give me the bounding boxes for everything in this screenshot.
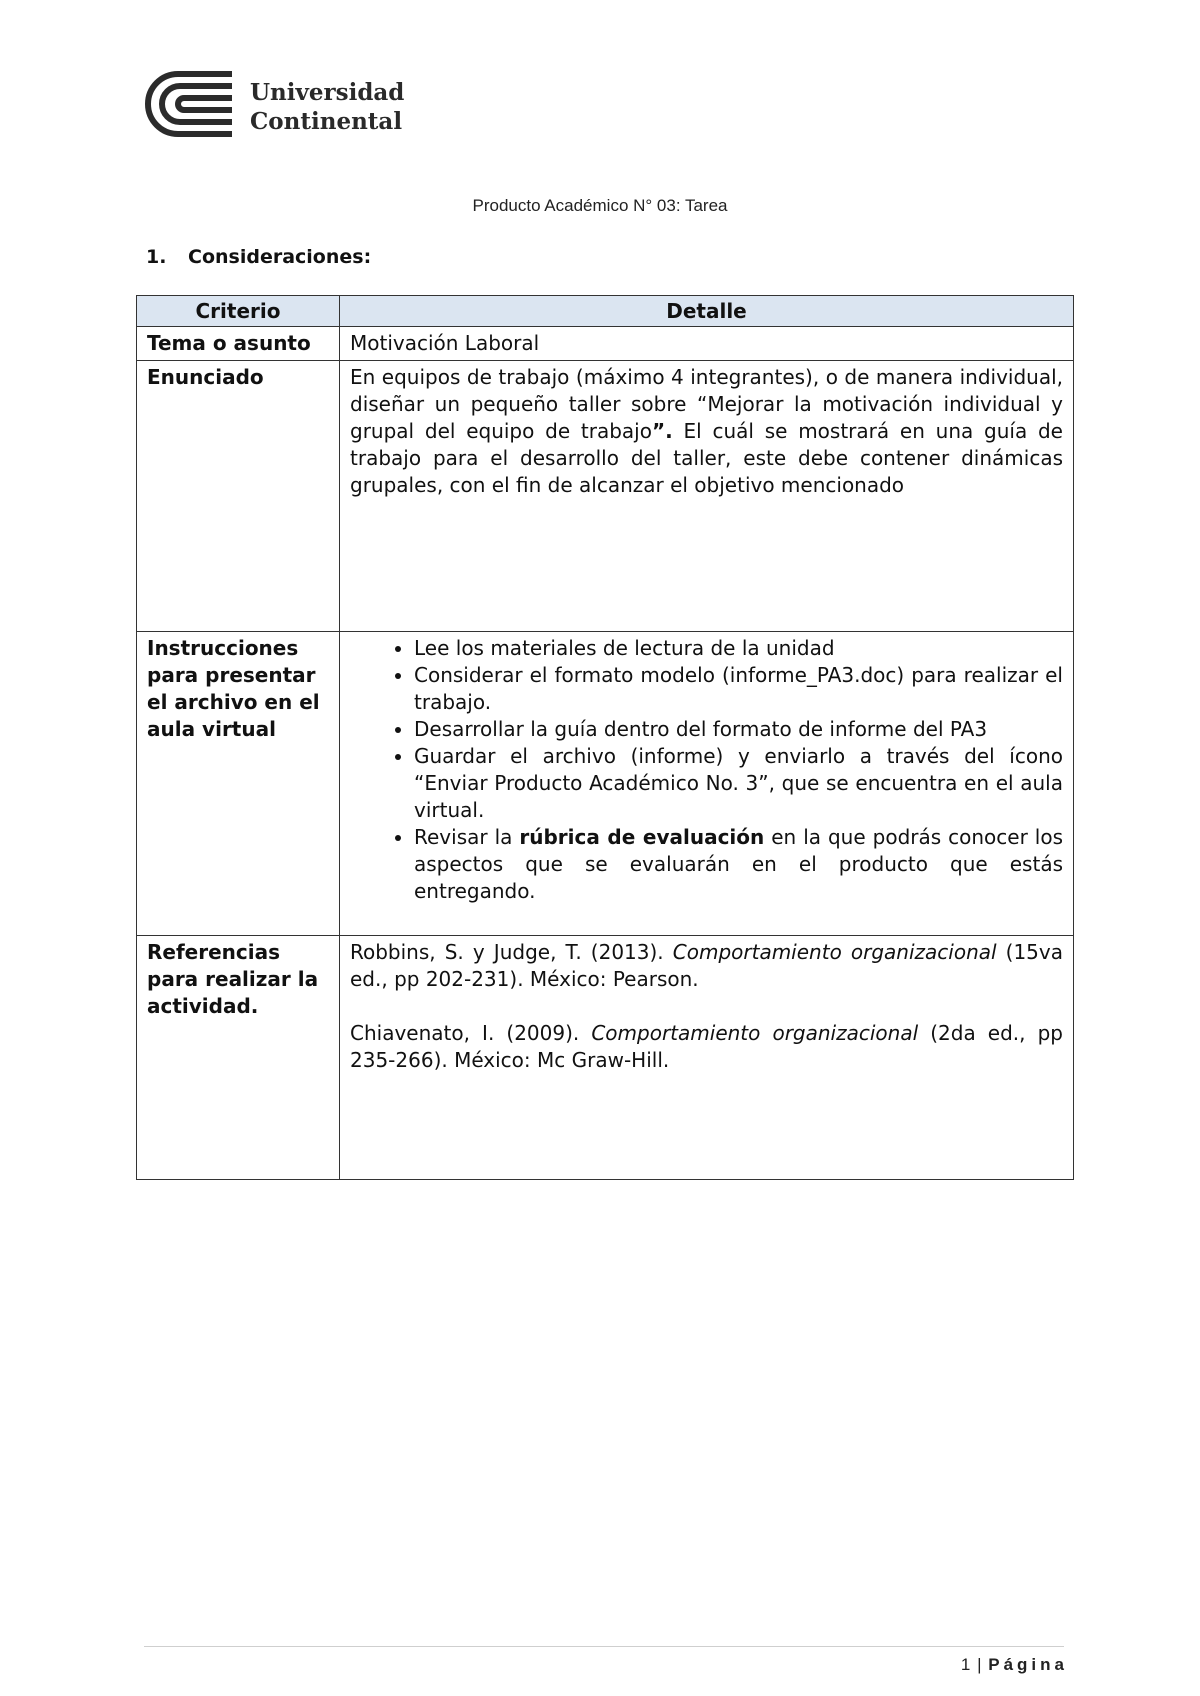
rubric-text-1: Revisar la: [414, 825, 520, 849]
page-footer: [961, 1655, 1068, 1675]
row-label-instrucciones: Instrucciones para presentar el archivo en el aula virtual: [137, 632, 340, 936]
logo-line-1: Universidad: [250, 79, 405, 106]
enunciado-text-1: En equipos de trabajo (máximo 4 integrantes), o de manera individual, diseñar un pequeño taller sobre “Mejorar la motivación individual y grupal del equipo de trabajo: [350, 365, 1063, 443]
instructions-list: [340, 635, 1063, 905]
list-item: • Guardar el archivo (informe) y enviarlo a través del ícono “Enviar Producto Académico No. 3”, que se encuentra en el aula virtual.: [414, 743, 1063, 824]
row-label-tema: Tema o asunto: [137, 327, 340, 361]
table-header-row: [137, 296, 1074, 327]
row-value-referencias: [340, 936, 1074, 1180]
table-row-enunciado: [137, 361, 1074, 632]
row-label-referencias: Referencias para realizar la actividad.: [137, 936, 340, 1180]
logo-line-2: Continental: [250, 108, 403, 135]
table-row-instrucciones: [137, 632, 1074, 936]
column-header-criterio: Criterio: [137, 296, 340, 327]
section-heading: [146, 246, 371, 268]
section-title: Consideraciones:: [188, 246, 372, 268]
enunciado-text-2: El cuál se mostrará en una guía de trabajo para el desarrollo del taller, este debe contener dinámicas grupales, con el fin de alcanzar el objetivo mencionado: [350, 419, 1063, 497]
continental-logo-icon: [144, 70, 236, 138]
enunciado-text-bold: ”.: [651, 419, 673, 443]
table-row-referencias: [137, 936, 1074, 1180]
rubric-text-bold: rúbrica de evaluación: [519, 825, 765, 849]
page-label: Página: [988, 1655, 1068, 1674]
page-number: 1: [960, 1655, 972, 1674]
university-logo: [144, 70, 444, 142]
ref2-details: (2da ed., pp 235-266). México: Mc Graw-Hill.: [350, 1021, 1063, 1072]
footer-separator: |: [977, 1655, 983, 1674]
section-number: 1.: [146, 246, 167, 268]
ref1-details: (15va ed., pp 202-231). México: Pearson.: [350, 940, 1063, 991]
list-item: • Desarrollar la guía dentro del formato de informe del PA3: [414, 716, 1063, 743]
list-item: • Lee los materiales de lectura de la unidad: [414, 635, 1063, 662]
ref2-author: Chiavenato, I. (2009).: [350, 1021, 592, 1045]
row-value-enunciado: [340, 361, 1074, 632]
document-title: Producto Académico N° 03: Tarea: [472, 196, 728, 215]
rubric-text-2: en la que podrás conocer los aspectos que se evaluarán en el producto que estás entregando.: [414, 825, 1063, 903]
column-header-detalle: Detalle: [340, 296, 1074, 327]
ref2-title: Comportamiento organizacional: [591, 1021, 919, 1045]
row-value-instrucciones: [340, 632, 1074, 936]
considerations-table: [136, 295, 1074, 1180]
list-item: • Considerar el formato modelo (informe_PA3.doc) para realizar el trabajo.: [414, 662, 1063, 716]
row-value-tema: Motivación Laboral: [340, 327, 1074, 361]
table-row-tema: [137, 327, 1074, 361]
ref1-title: Comportamiento organizacional: [672, 940, 997, 964]
logo-wordmark: [250, 78, 404, 136]
list-item: [414, 824, 1063, 905]
row-label-enunciado: Enunciado: [137, 361, 340, 632]
reference-2: [350, 1020, 1063, 1074]
reference-1: [350, 939, 1063, 993]
ref1-author: Robbins, S. y Judge, T. (2013).: [350, 940, 673, 964]
footer-divider: [144, 1646, 1064, 1647]
